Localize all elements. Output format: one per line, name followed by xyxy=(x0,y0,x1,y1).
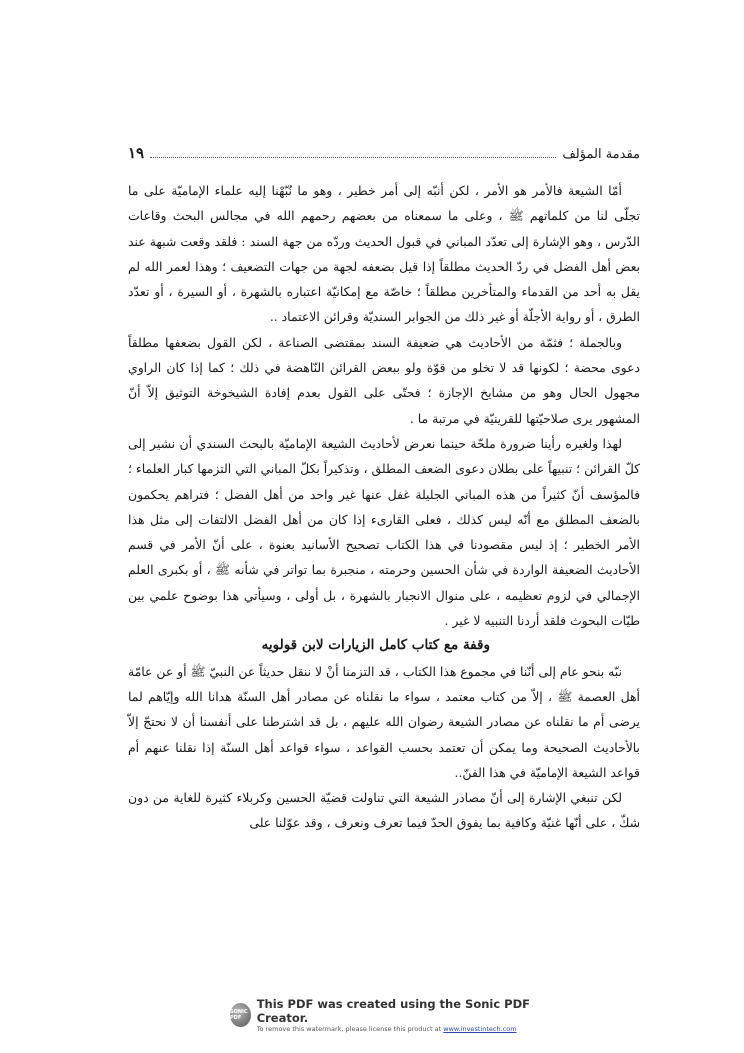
paragraph-4: نبّه بنحو عام إلى أنّنا في مجموع هذا الكتاب ، قد التزمنا أنْ لا ننقل حديثاً عن النبيّ ﷺ أو عن عامّة أهل العصمة ﷺ ، إلاّ من كتاب معتمد ، سواء ما نقلناه عن مصادر أهل السنّة هدانا الله وإيّاهم لما يرضى أم ما نقلناه عن مصادر الشيعة رضوان الله عليهم ، بل قد اشترطنا على أنفسنا أن لا نحتجّ إلاّ بالأحاديث الصحيحة وما يمكن أن تعتمد بحسب القواعد ، سواء قواعد أهل السنّة إذا نقلنا عنهم أم قواعد الشيعة الإماميّة في هذا الفنّ.. xyxy=(128,663,640,780)
watermark-line-2 xyxy=(257,1025,540,1033)
sonic-pdf-watermark xyxy=(230,997,540,1033)
watermark-text xyxy=(257,997,540,1033)
header-title: مقدمة المؤلف xyxy=(562,147,640,162)
page-number: ١٩ xyxy=(128,144,145,162)
watermark-line-2-text: To remove this watermark, please license this product at xyxy=(256,1025,442,1033)
running-header xyxy=(128,142,640,162)
section-heading: وقفة مع كتاب كامل الزيارات لابن قولويه xyxy=(261,637,490,654)
paragraph-2: وبالجملة ؛ فثمّة من الأحاديث هي ضعيفة السند بمقتضى الصناعة ، لكن القول بضعفها مطلقاً دعوى محضة ؛ لكونها قد لا تخلو من قوّة ولو ببعض القرائن النّاهضة في ذلك ؛ كما إذا كان الراوي مجهول الحال وهو من مشايخ الإجازة ؛ فحتّى على القول بعدم إفادة الشيخوخة التوثيق إلاّ أنّ المشهور يرى صلاحيّتها للقرينيّة في مرتبة ما . xyxy=(128,334,640,426)
page-body xyxy=(128,178,640,836)
watermark-link[interactable]: www.investintech.com xyxy=(443,1025,517,1033)
header-leader-dots xyxy=(150,156,556,158)
paragraph-5: لكن تنبغي الإشارة إلى أنّ مصادر الشيعة التي تناولت قضيّة الحسين وكربلاء كثيرة للغاية من دون شكّ ، على أنّها غنيّة وكافية بما يفوق الحدّ فيما تعرف ونعرف ، وقد عوّلنا على xyxy=(128,790,640,831)
paragraph-3: لهذا ولغيره رأينا ضرورة ملحّة حينما نعرض لأحاديث الشيعة الإماميّة بالبحث السندي أن نشير إلى كلّ القرائن ؛ تنبيهاً على بطلان دعوى الضعف المطلق ، وتذكيراً بكلّ المباني التي التزمها كبار العلماء ؛ فالمؤسف أنّ كثيراً من هذه المباني الجليلة غفل عنها غير واحد من أهل الفضل ؛ فتراهم يحكمون بالضعف المطلق مع أنّه ليس كذلك ، فعلى القارىء إذا كان من أهل الفضل الالتفات إلى مثل هذا الأمر الخطير ؛ إذ ليس مقصودنا في هذا الكتاب تصحيح الأسانيد بعنوة ، على أنّ الأمر في قسم الأحاديث الضعيفة الواردة في شأن الحسين وحرمته ، منجبرة بما تواتر في شأنه ﷺ ، أو بكبرى العلم الإجمالي في لزوم تعظيمه ، على منوال الانجبار بالشهرة ، بل أولى ، وسيأتي هذا بوضوح علمي بين طيّات البحوث فلقد أردنا التنبيه لا غير . xyxy=(128,435,640,629)
sonic-pdf-logo-icon xyxy=(230,1003,251,1027)
paragraph-1: أمّا الشيعة فالأمر هو الأمر ، لكن أنبّه إلى أمر خطير ، وهو ما نُبّهْنا إليه علماء الإماميّة على ما تجلّى لنا من كلماتهم ﷺ ، وعلى ما سمعناه من بعضهم رحمهم الله في مجالس البحث وقاعات الدّرس ، وهو الإشارة إلى تعدّد المباني في قبول الحديث وردّه من جهة السند : فلقد وقعت شبهة عند بعض أهل الفضل في ردّ الحديث مطلقاً إذا قيل بضعفه لجهة من جهات التضعيف ؛ وهذا لعمر الله لم يقل به أحد من القدماء والمتأخرين مطلقاً ؛ خاصّة مع إمكانيّة اعتباره بالشهرة ، أو السيرة ، أو تعدّد الطرق ، أو رواية الأجلّة أو غير ذلك من الجوابر السنديّة وقرائن الاعتماد .. xyxy=(128,183,640,325)
watermark-line-1: This PDF was created using the Sonic PDF Creator. xyxy=(256,997,531,1025)
logo-text: SONIC PDF xyxy=(230,1009,248,1021)
